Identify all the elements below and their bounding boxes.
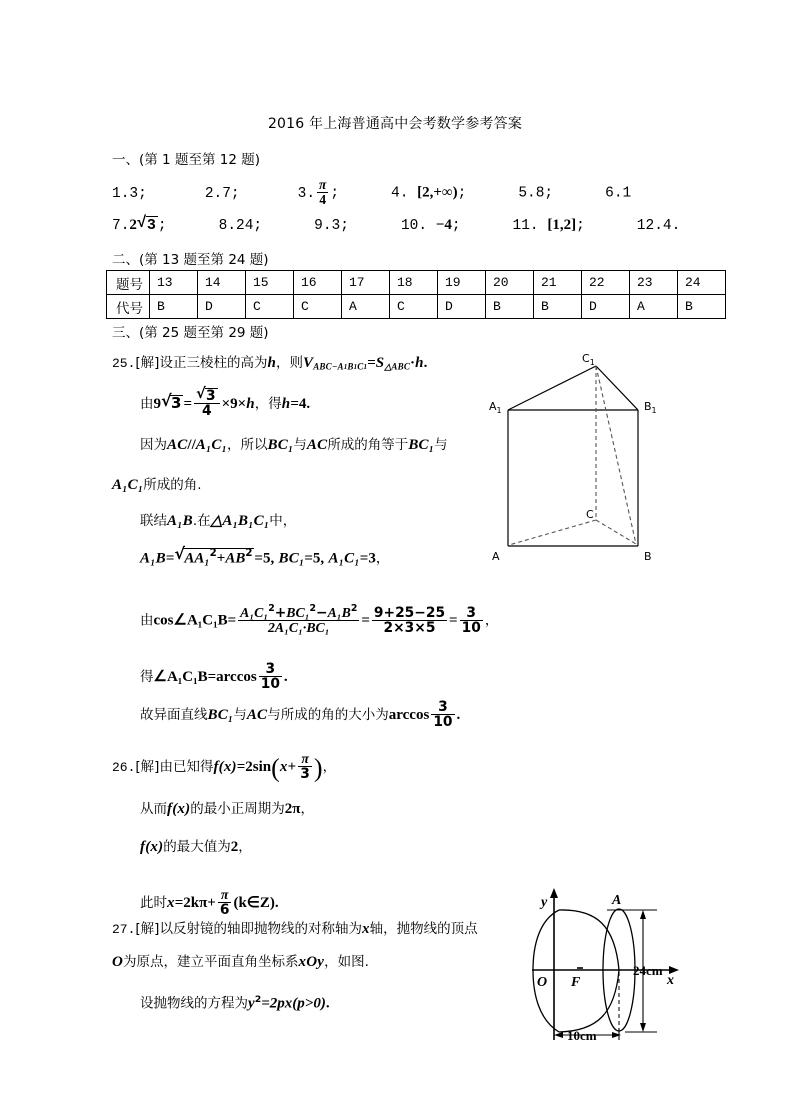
q25-l9-text-c: 与所成的角的大小为 (267, 706, 389, 723)
q26-l4-equals: =2kπ+ (174, 894, 216, 911)
parabola-label-x-axis: x (667, 973, 674, 988)
q25-l2-period: . (306, 395, 311, 412)
q25-line-4 (112, 478, 202, 493)
answer-7-coefficient: 2 (129, 217, 137, 233)
q26-l1-inner-x: x+ (279, 758, 297, 775)
q25-line-5 (140, 514, 296, 529)
answer-11-suffix: ; (576, 218, 585, 234)
parabola-dimension-horizontal: 10cm (567, 1028, 597, 1043)
q25-l9-text-a: 故异面直线 (140, 706, 208, 723)
answer-cell: B (534, 295, 582, 319)
answer-cell: A (342, 295, 390, 319)
table-row-question-numbers (107, 271, 726, 295)
answer-cell: C (294, 295, 342, 319)
q25-l1-h2: h (415, 355, 424, 371)
q25-l8-period: . (283, 668, 288, 685)
question-number-cell: 16 (294, 271, 342, 295)
q25-l1-text-b: ，则 (276, 355, 303, 371)
q25-l1-volume-sub4: C (357, 361, 364, 372)
q25-line-7 (140, 604, 498, 635)
q26-l2-comma: ， (300, 801, 315, 817)
q25-number: 25. (112, 356, 136, 371)
q26-l2-text-a: 从而 (140, 801, 167, 817)
q25-l7-by: 由 (140, 612, 154, 629)
triangular-prism-figure (478, 348, 700, 580)
answer-12: 12.4. (636, 218, 681, 234)
q25-l3-bc1: BC₁ (267, 437, 294, 453)
answer-6: 6.1 (605, 185, 632, 202)
q25-l1-volume-sub1: 1 (343, 362, 348, 371)
q27-l3-text-a: 设抛物线的方程为 (140, 995, 248, 1012)
answer-10-value: −4 (435, 217, 452, 233)
q25-l1-dot: · (410, 355, 416, 371)
q27-l1-text-b: 轴，抛物线的顶点 (369, 921, 478, 937)
q26-l3-function: f(x) (140, 839, 164, 855)
q25-l1-h: h (267, 355, 276, 371)
prism-label-a: A (492, 550, 500, 563)
answer-1: 1.3; (112, 185, 147, 202)
q25-l1-volume-sub3: 1 (353, 362, 358, 371)
q27-l2-text-b: ，如图. (324, 954, 369, 970)
answer-7-radical: √ 3 (137, 216, 158, 234)
page-title: 2016 年上海普通高中会考数学参考答案 (267, 116, 523, 132)
q25-l9-arccos: arccos (388, 706, 430, 723)
prism-label-c: C (586, 508, 594, 521)
q25-l1-volume-sub: ABC−A (313, 361, 344, 372)
q26-l4-k-in-z: (k∈Z) (233, 894, 275, 911)
question-number-cell: 24 (678, 271, 726, 295)
q25-l2-result-value: =4 (290, 395, 307, 412)
q25-l9-fraction: $\frac{3}{10}$ (433, 699, 453, 731)
q25-l6-a1c1-value: =3 (359, 550, 376, 567)
q26-l3-comma: ， (238, 839, 252, 855)
question-number-cell: 19 (438, 271, 486, 295)
q25-l3-ac2: AC (306, 437, 328, 453)
q25-l3-text-b: ，所以 (227, 437, 268, 453)
q27-l2-text-a: 为原点，建立平面直角坐标系 (123, 954, 299, 970)
answer-10-suffix: ; (451, 218, 461, 234)
q25-l1-volume-symbol: V (303, 355, 314, 371)
q25-l8-fraction: $\frac{3}{10}$ (260, 661, 280, 693)
section-one-header: 一、(第 1 题至第 12 题) (112, 152, 260, 168)
q27-line-1 (112, 922, 478, 937)
answer-4-value: [2,+∞) (417, 184, 458, 201)
prism-label-a1: $A_1$ (489, 400, 502, 415)
table-row-answers (107, 295, 726, 319)
q27-l3-equation-rest: =2px(p>0) (261, 995, 326, 1012)
q25-line-1 (112, 356, 427, 372)
answer-3-fraction: $\frac{\pi}{4}$ (319, 177, 327, 207)
q25-l1-volume-sub2: B (347, 361, 354, 372)
q25-l6-lhs: A₁B (140, 550, 166, 567)
q25-l4-a1c1: A₁C₁ (112, 477, 144, 493)
q26-l4-text-a: 此时 (140, 894, 167, 911)
answer-cell: A (630, 295, 678, 319)
q25-l6-equals: = (165, 550, 175, 567)
answer-7-prefix: 7. (112, 218, 130, 234)
q26-l1-paren-open: ( (271, 753, 280, 783)
q25-l3-text-d: 所成的角等于 (327, 437, 409, 453)
prism-label-c1: $C_1$ (582, 352, 595, 367)
q25-l1-equals: = (367, 355, 376, 371)
q25-l7-fraction-3: $\frac{3}{10}$ (461, 604, 481, 636)
q25-l1-volume-sub5: 1 (363, 362, 368, 371)
q25-l5-text-a: 联结 (140, 513, 167, 529)
q26-l4-period: . (274, 894, 279, 911)
q26-number: 26. (112, 759, 136, 775)
q25-line-8 (140, 662, 288, 691)
q25-l8-arccos: =arccos (207, 668, 257, 685)
q25-l5-text-b: .在 (192, 513, 211, 529)
q25-l1-text-a: [解]设正三棱柱的高为 (135, 355, 268, 371)
q26-l1-paren-close: ) (313, 753, 323, 783)
parabola-dimension-vertical: 24cm (633, 963, 663, 978)
answer-10-prefix: 10. (400, 218, 428, 234)
answer-cell: D (582, 295, 630, 319)
answer-cell: C (246, 295, 294, 319)
q25-l3-text-c: 与 (293, 437, 307, 453)
q27-number: 27. (112, 922, 136, 937)
q26-l4-x: x (167, 894, 175, 911)
question-number-cell: 13 (150, 271, 198, 295)
q26-line-2 (140, 802, 314, 817)
q25-line-2 (140, 388, 310, 418)
question-number-cell: 21 (534, 271, 582, 295)
answer-11-value: [1,2] (547, 217, 577, 233)
answer-7-suffix: ; (157, 218, 167, 234)
q25-l9-period: . (456, 706, 461, 723)
question-number-cell: 18 (390, 271, 438, 295)
q25-l8-angle: ∠A₁C₁B (153, 668, 208, 685)
row-label-answer: 代号 (107, 295, 150, 319)
q26-line-1 (112, 752, 336, 782)
q25-l6-bc1: BC₁ (278, 550, 305, 567)
q25-l9-bc1: BC₁ (207, 706, 234, 723)
answer-cell: B (150, 295, 198, 319)
answer-3-suffix: ; (330, 185, 340, 202)
question-number-cell: 20 (486, 271, 534, 295)
q25-l2-fraction: √ $\frac{3}{4}$ (194, 388, 220, 418)
q25-l2-rest: ×9× (221, 395, 247, 412)
q25-l6-radical: √ $AA_1^2+AB^2$ (174, 548, 254, 566)
q25-l2-result-h: h (281, 395, 291, 412)
parabola-label-origin: O (537, 975, 548, 990)
section-one-answers-row-2 (112, 216, 680, 234)
section-two-header: 二、(第 13 题至第 24 题) (112, 252, 269, 268)
section-one-answers-row-1 (112, 178, 631, 206)
q25-l9-text-b: 与 (233, 706, 247, 723)
q25-l7-equals-2: = (361, 612, 370, 629)
question-number-cell: 23 (630, 271, 678, 295)
q26-line-4 (140, 888, 279, 917)
q25-l7-cos-expr: cos∠A₁C₁B (153, 612, 228, 629)
question-number-cell: 22 (582, 271, 630, 295)
q25-l2-comma: ，得 (254, 395, 282, 412)
q27-line-2 (112, 955, 369, 970)
question-number-cell: 14 (198, 271, 246, 295)
q25-l4-rest: 所成的角. (143, 477, 202, 493)
parabola-reflector-figure (497, 880, 729, 1062)
answer-cell: B (486, 295, 534, 319)
q25-l8-text-a: 得 (140, 668, 154, 685)
answer-cell: B (678, 295, 726, 319)
answer-cell: D (198, 295, 246, 319)
q27-l3-y: y (248, 995, 255, 1012)
q25-l2-equals: = (183, 395, 192, 412)
q25-l6-bc1-value: =5, (304, 550, 325, 567)
q25-l7-fraction-1: $\frac{A_1C_1^2+BC_1^2-A_1B^2}{\text{2A₁C₁·BC₁}}$ (240, 603, 358, 635)
q25-line-6 (140, 548, 389, 566)
prism-label-b1: $B_1$ (644, 400, 657, 415)
q25-l6-value: =5, (254, 550, 275, 567)
q25-l6-comma: ， (375, 550, 390, 567)
q25-l3-ac: AC (167, 437, 188, 453)
q26-l4-fraction: $\frac{\pi}{6}$ (219, 887, 230, 919)
q25-l2-h: h (246, 395, 255, 412)
q25-l5-a1b: A₁B (167, 513, 193, 529)
q26-l2-period-value: 2π (284, 801, 301, 817)
answer-cell: D (438, 295, 486, 319)
q25-l3-text-e: 与 (434, 437, 448, 453)
q27-l2-xoy: xOy (298, 954, 325, 970)
answer-4-suffix: ; (457, 185, 467, 202)
q25-l7-equals: = (227, 612, 237, 629)
q26-l1-text-a: [解]由已知得 (135, 758, 214, 775)
answer-9: 9.3; (314, 218, 349, 234)
q26-l3-text-a: 的最大值为 (163, 839, 231, 855)
q25-l3-bc1b: BC₁ (408, 437, 435, 453)
answer-3-prefix: 3. (297, 185, 316, 202)
question-number-cell: 15 (246, 271, 294, 295)
question-number-cell: 17 (342, 271, 390, 295)
q25-l9-ac: AC (246, 706, 268, 723)
row-label-question: 题号 (107, 271, 150, 295)
q26-l2-function: f(x) (167, 801, 191, 817)
multiple-choice-answer-table (106, 270, 726, 319)
q25-l2-coefficient: 9 (153, 395, 161, 412)
q26-l1-comma: ， (322, 758, 337, 775)
q25-l1-area-sub: △ABC (384, 361, 411, 372)
q25-l5-triangle: △A₁B₁C₁ (210, 513, 270, 529)
q25-l3-parallel: // (187, 437, 196, 453)
q27-l1-x: x (361, 921, 370, 937)
q25-l7-fraction-2: $\frac{9+25-25}{2\times 3\times 5}$ (373, 604, 446, 636)
q27-l3-exponent: 2 (254, 994, 262, 1005)
prism-label-b: B (644, 550, 652, 563)
q26-l3-max-value: 2 (230, 839, 239, 855)
q25-l2-by: 由 (140, 395, 154, 412)
q26-l1-function: f(x) (213, 758, 237, 775)
q25-l1-period: . (423, 355, 428, 371)
q25-l3-a1c1: A₁C₁ (195, 437, 228, 453)
q25-l5-text-c: 中， (269, 513, 297, 529)
answer-5: 5.8; (518, 185, 554, 202)
answer-2: 2.7; (204, 185, 240, 202)
q25-line-3 (140, 438, 448, 453)
q27-line-3 (140, 995, 330, 1012)
q26-l1-equals: =2sin (236, 758, 272, 775)
q27-l2-origin: O (112, 954, 124, 970)
q25-l7-comma: ， (484, 612, 499, 629)
parabola-label-y-axis: y (541, 895, 548, 910)
q26-l2-text-b: 的最小正周期为 (190, 801, 285, 817)
q27-l3-period: . (325, 995, 330, 1012)
answer-11-prefix: 11. (512, 218, 539, 234)
q26-line-3 (140, 840, 252, 855)
answer-8: 8.24; (218, 218, 263, 234)
section-three-header: 三、(第 25 题至第 29 题) (112, 325, 269, 341)
q26-l1-fraction: $\frac{\pi}{3}$ (300, 751, 310, 783)
parabola-label-point-a: A (612, 893, 622, 908)
q25-l2-radical-lhs: √ 3 (161, 395, 183, 411)
q25-line-9 (140, 700, 460, 729)
q27-l1-text-a: [解]以反射镜的轴即抛物线的对称轴为 (135, 921, 362, 937)
answer-4-prefix: 4. (391, 185, 409, 202)
q25-l7-equals-3: = (449, 612, 458, 629)
parabola-label-focus: F (571, 975, 581, 990)
q25-l1-area-symbol: S (375, 355, 385, 371)
q25-l6-a1c1: A₁C₁ (328, 550, 360, 567)
q25-l3-text-a: 因为 (140, 437, 167, 453)
answer-cell: C (390, 295, 438, 319)
